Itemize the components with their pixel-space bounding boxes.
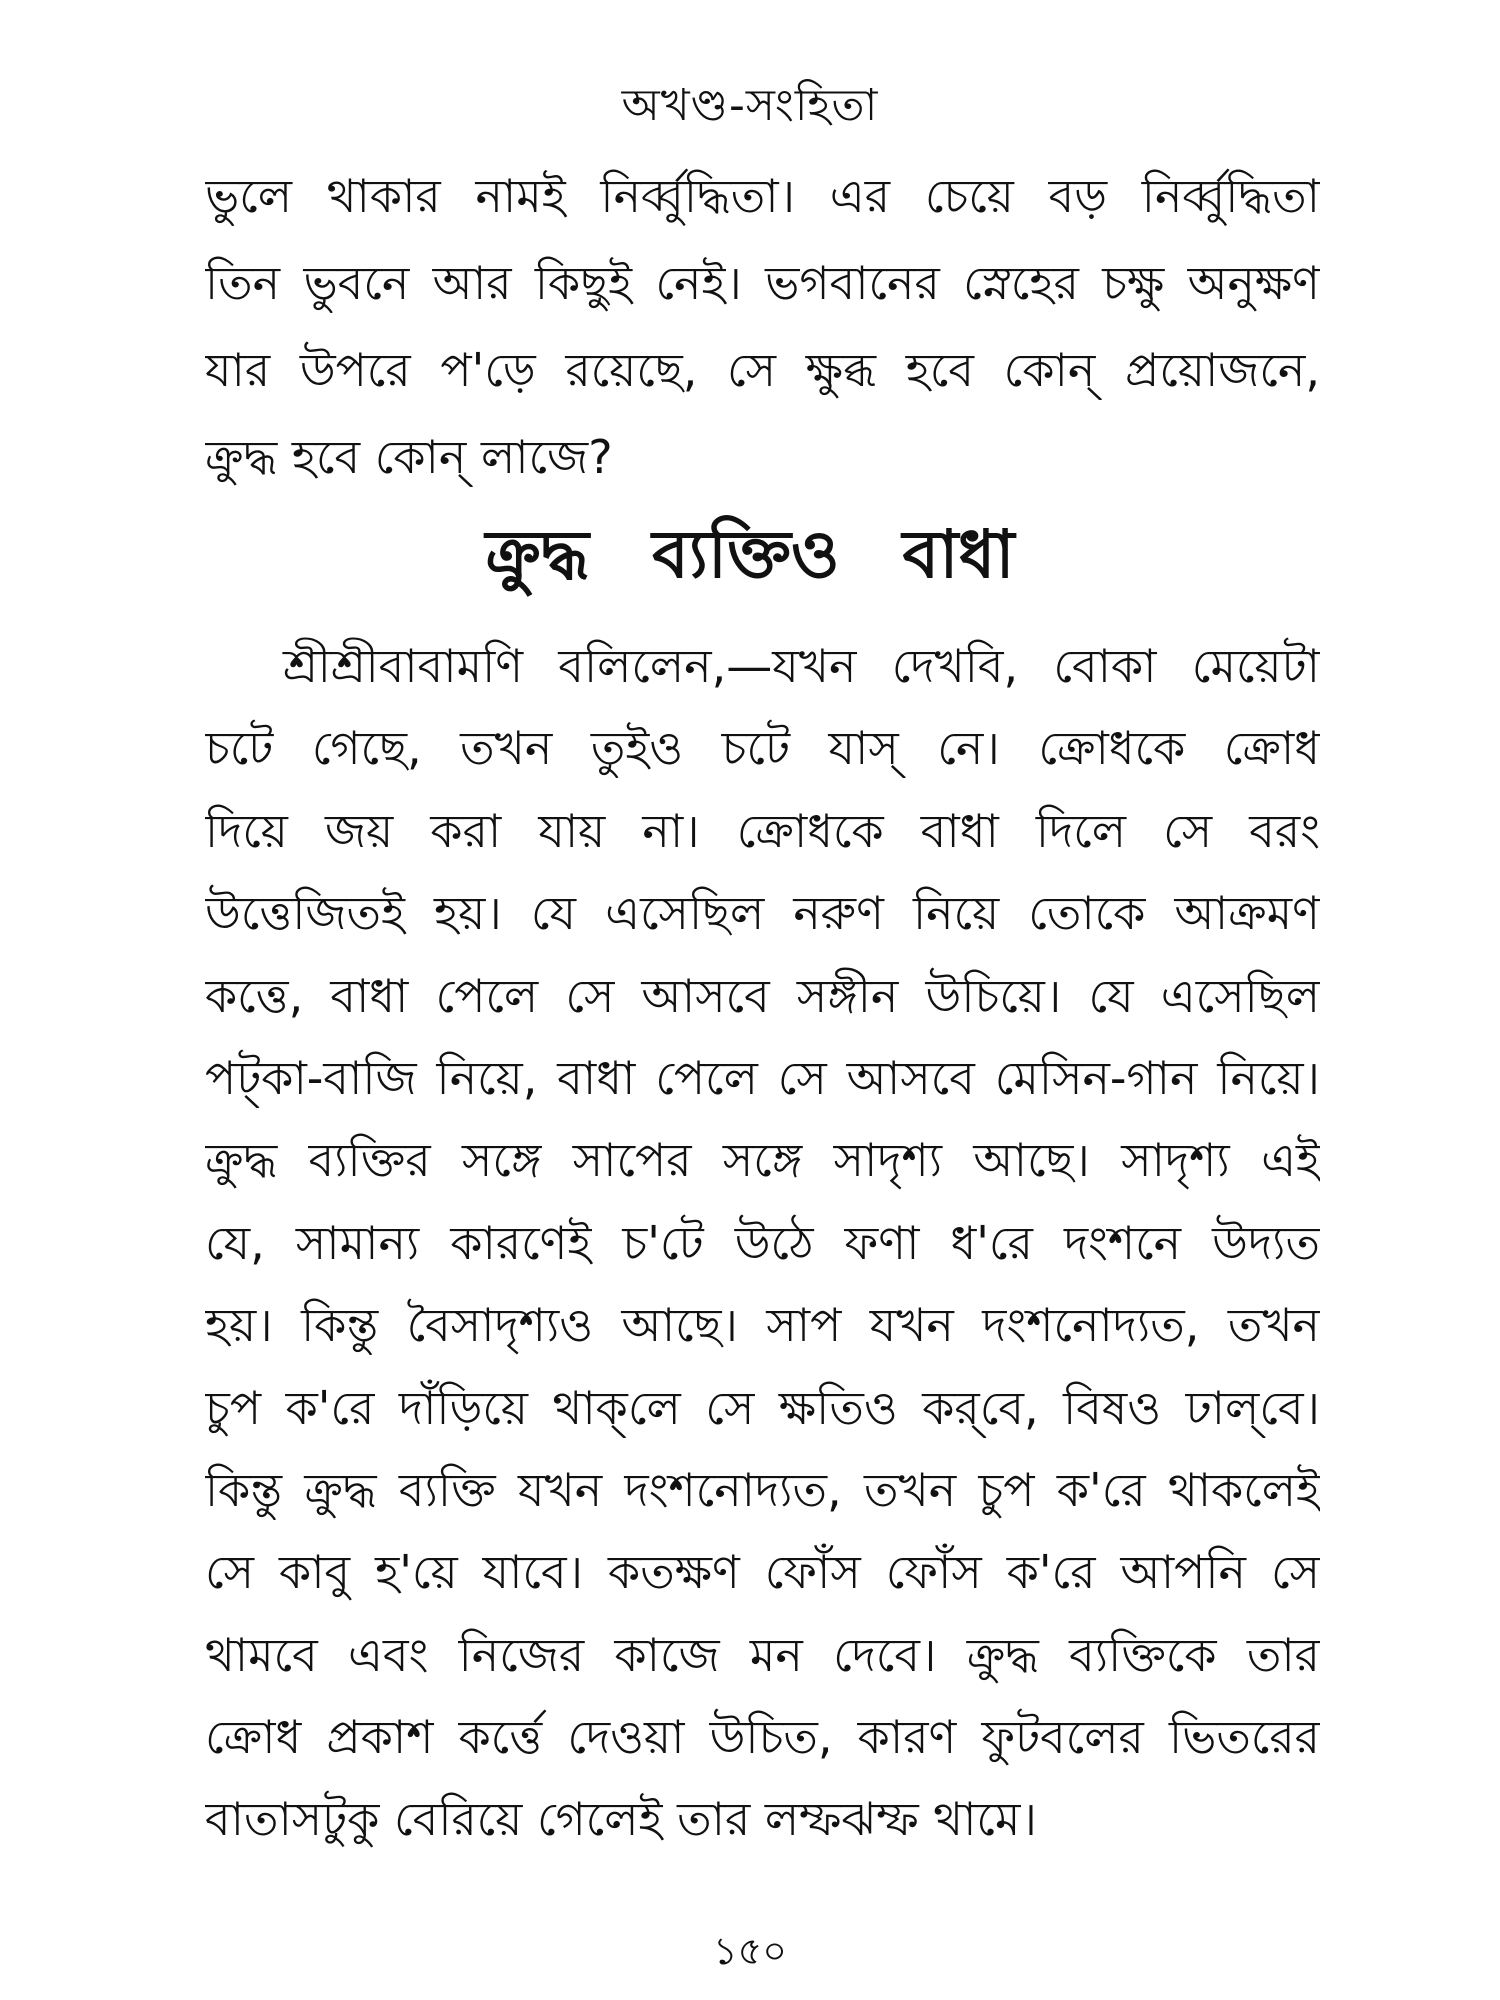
text-line: দিয়ে জয় করা যায় না। ক্রোধকে বাধা দিলে সে বরং	[205, 803, 1320, 858]
text-line: ক্রুদ্ধ ব্যক্তির সঙ্গে সাপের সঙ্গে সাদৃশ্য আছে। সাদৃশ্য এই	[205, 1133, 1320, 1188]
text-line: শ্রীশ্রীবাবামণি বলিলেন,—যখন দেখবি, বোকা মেয়েটা	[283, 639, 1320, 693]
text-line: চুপ ক'রে দাঁড়িয়ে থাক্‌লে সে ক্ষতিও কর্‌বে, বিষও ঢাল্‌বে।	[205, 1380, 1320, 1435]
text-line: থামবে এবং নিজের কাজে মন দেবে। ক্রুদ্ধ ব্যক্তিকে তার	[205, 1627, 1320, 1682]
text-line: ভুলে থাকার নামই নির্ব্বুদ্ধিতা। এর চেয়ে বড় নির্ব্বুদ্ধিতা	[205, 169, 1320, 223]
text-line: কিন্তু ক্রুদ্ধ ব্যক্তি যখন দংশনোদ্যত, তখন চুপ ক'রে থাকলেই	[205, 1462, 1320, 1517]
text-line: কত্তে, বাধা পেলে সে আসবে সঙ্গীন উচিয়ে। যে এসেছিল	[205, 968, 1320, 1023]
text-line: ক্রুদ্ধ হবে কোন্ লাজে?	[205, 430, 613, 484]
page-number: ১৫০	[712, 1929, 788, 1973]
text-line: হয়। কিন্তু বৈসাদৃশ্যও আছে। সাপ যখন দংশনোদ্যত, তখন	[205, 1298, 1320, 1353]
text-line: বাতাসটুকু বেরিয়ে গেলেই তার লম্ফঝম্ফ থামে।	[205, 1792, 1037, 1847]
text-line: পট্কা-বাজি নিয়ে, বাধা পেলে সে আসবে মেসিন-গান নিয়ে।	[205, 1050, 1320, 1105]
section-heading: ক্রুদ্ধ ব্যক্তিও বাধা	[485, 516, 1015, 593]
text-line: সে কাবু হ'য়ে যাবে। কতক্ষণ ফোঁস ফোঁস ক'রে আপনি সে	[205, 1545, 1320, 1600]
text-line: উত্তেজিতই হয়। যে এসেছিল নরুণ নিয়ে তোকে আক্রমণ	[205, 886, 1320, 941]
text-line: তিন ভুবনে আর কিছুই নেই। ভগবানের স্নেহের চক্ষু অনুক্ষণ	[205, 256, 1320, 310]
text-line: যে, সামান্য কারণেই চ'টে উঠে ফণা ধ'রে দংশনে উদ্যত	[205, 1215, 1320, 1270]
text-line: যার উপরে প'ড়ে রয়েছে, সে ক্ষুব্ধ হবে কোন্ প্রয়োজনে,	[205, 343, 1320, 397]
continued-paragraph	[205, 166, 1320, 514]
text-line: চটে গেছে, তখন তুইও চটে যাস্ নে। ক্রোধকে ক্রোধ	[205, 721, 1320, 776]
running-header: অখণ্ড-সংহিতা	[621, 80, 879, 131]
section-paragraph	[205, 636, 1320, 1872]
text-line: ক্রোধ প্রকাশ কর্ত্তে দেওয়া উচিত, কারণ ফুটবলের ভিতরের	[205, 1710, 1320, 1765]
